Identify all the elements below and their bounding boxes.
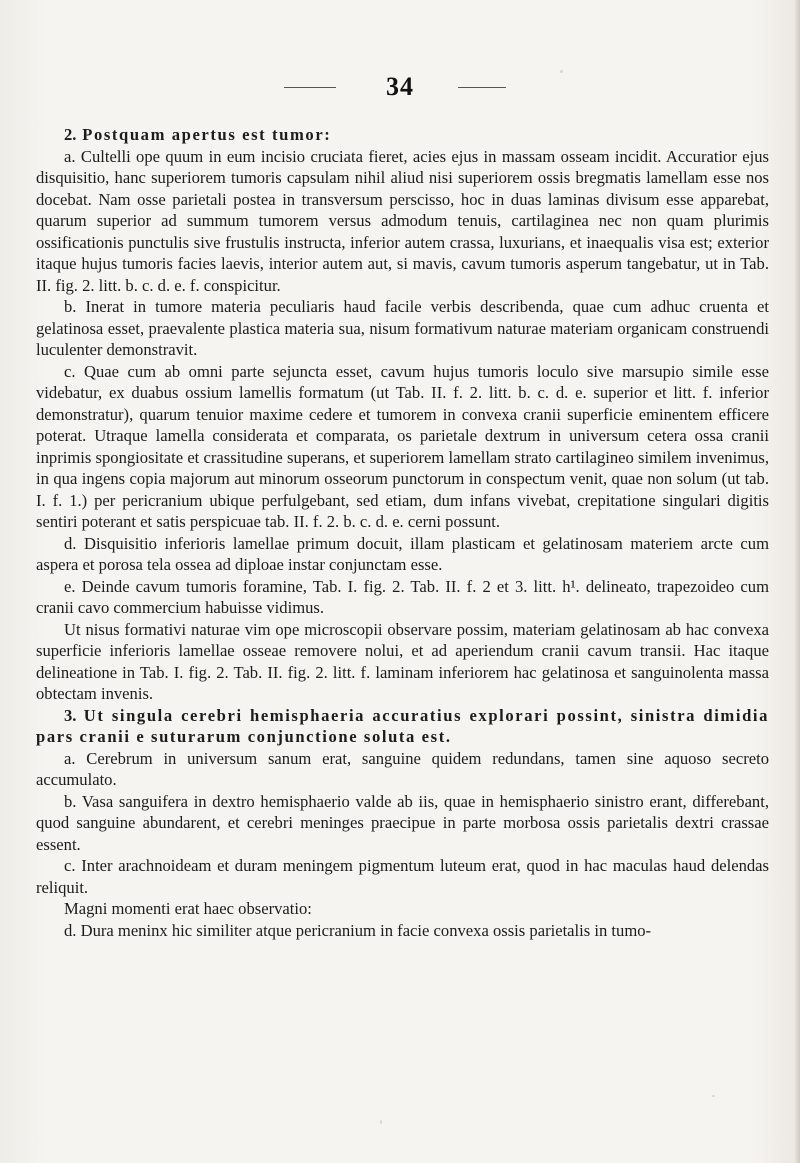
paragraph-2a: a. Cultelli ope quum in eum incisio cruciata fieret, acies ejus in massam osseam incidit. Accuratior ejus disquisitio, hanc superiorem tumoris capsulam nihil aliud nisi superiorem ossis bregmatis lamellam esse nos docebat. Nam osse parietali postea in transversum perscisso, hoc in duas laminas divisum esse apparebat, quarum superior ad summum tumorem versus admodum tenuis, cartilaginea nec non quam plurimis ossificationis punctulis sive frustulis instructa, inferior autem crassa, luxurians, et inaequalis visa est; exterior itaque hujus tumoris facies laevis, interior autem aut, si mavis, cavum tumoris asperum tangebatur, ut in Tab. II. fig. 2. litt. b. c. d. e. f. conspicitur. <box>36 146 769 295</box>
section-number: 2. <box>64 125 77 144</box>
page-number: 34 <box>386 72 414 101</box>
section-heading-2 <box>36 124 769 146</box>
ink-speck <box>380 1120 382 1124</box>
section-heading-text: Postquam apertus est tumor: <box>82 125 332 144</box>
page-edge-shadow <box>794 0 800 1163</box>
section-heading-text: Ut singula cerebri hemisphaeria accuratius explorari possint, sinistra dimidia pars cranii e suturarum conjunctione soluta est. <box>36 705 770 746</box>
body-text <box>36 124 769 941</box>
page-header <box>0 72 800 102</box>
section-heading-3 <box>36 705 769 748</box>
header-rule-left <box>284 87 336 88</box>
paragraph-2c: c. Quae cum ab omni parte sejuncta esset, cavum hujus tumoris loculo sive marsupio simile esse videbatur, ex duabus ossium lamellis formatum (ut Tab. II. f. 2. litt. b. c. d. e. superior et litt. f. inferior demonstratur), quarum tenuior maxime cedere et tumorem in convexa cranii superficie eminentem efficere poterat. Utraque lamella considerata et comparata, os parietale dextrum in universum cetera ossa cranii inprimis spongiositate et crassitudine superans, et superiorem lamellam strato cartilagineo similem invenimus, in qua ingens copia majorum aut minorum osseorum punctorum in conspectum venit, quae non solum (ut tab. I. f. 1.) per pericranium ubique perfulgebant, sed etiam, dum infans vivebat, crepitatione singulari digitis sentiri poterant et satis perspicuae tab. II. f. 2. b. c. d. e. cerni possunt. <box>36 361 769 531</box>
paragraph-3a: a. Cerebrum in universum sanum erat, sanguine quidem redundans, tamen sine aquoso secreto accumulato. <box>36 748 769 789</box>
paragraph-2b: b. Inerat in tumore materia peculiaris haud facile verbis describenda, quae cum adhuc cruenta et gelatinosa esset, praevalente plastica materia sua, nisum formativum naturae materiam organicam construendi luculenter demonstravit. <box>36 297 769 359</box>
ink-speck <box>712 1095 715 1097</box>
paragraph-3-note: Magni momenti erat haec observatio: <box>64 899 312 918</box>
header-rule-right <box>458 87 506 88</box>
paragraph-3d: d. Dura meninx hic similiter atque pericranium in facie convexa ossis parietalis in tumo- <box>64 920 652 940</box>
paragraph-3b: b. Vasa sanguifera in dextro hemisphaerio valde ab iis, quae in hemisphaerio sinistro erant, differebant, quod sanguine abundarent, et cerebri meninges praecipue in parte morbosa ossis parietalis dextri crassae essent. <box>36 791 769 854</box>
ink-speck <box>560 70 563 73</box>
paragraph-3c: c. Inter arachnoideam et duram meningem pigmentum luteum erat, quod in hac maculas haud delendas reliquit. <box>36 856 769 897</box>
paragraph-2d: d. Disquisitio inferioris lamellae primum docuit, illam plasticam et gelatinosam materiem arcte cum aspera et porosa tela ossea ad diploae instar conjunctam esse. <box>36 533 769 574</box>
paragraph-2e: e. Deinde cavum tumoris foramine, Tab. I. fig. 2. Tab. II. f. 2 et 3. litt. h¹. delineato, trapezoideo cum cranii cavo commercium habuisse vidimus. <box>36 576 769 617</box>
section-number: 3. <box>64 705 77 725</box>
paragraph-2-note: Ut nisus formativi naturae vim ope microscopii observare possim, materiam gelatinosam ab hac convexa superficie inferioris lamellae osseae removere nolui, et ad aperiendum cranii cavum transii. Hac itaque delineatione in Tab. I. fig. 2. Tab. II. fig. 2. litt. f. laminam inferiorem hac gelatinosa et sanguinolenta massa obtectam invenis. <box>36 619 769 703</box>
